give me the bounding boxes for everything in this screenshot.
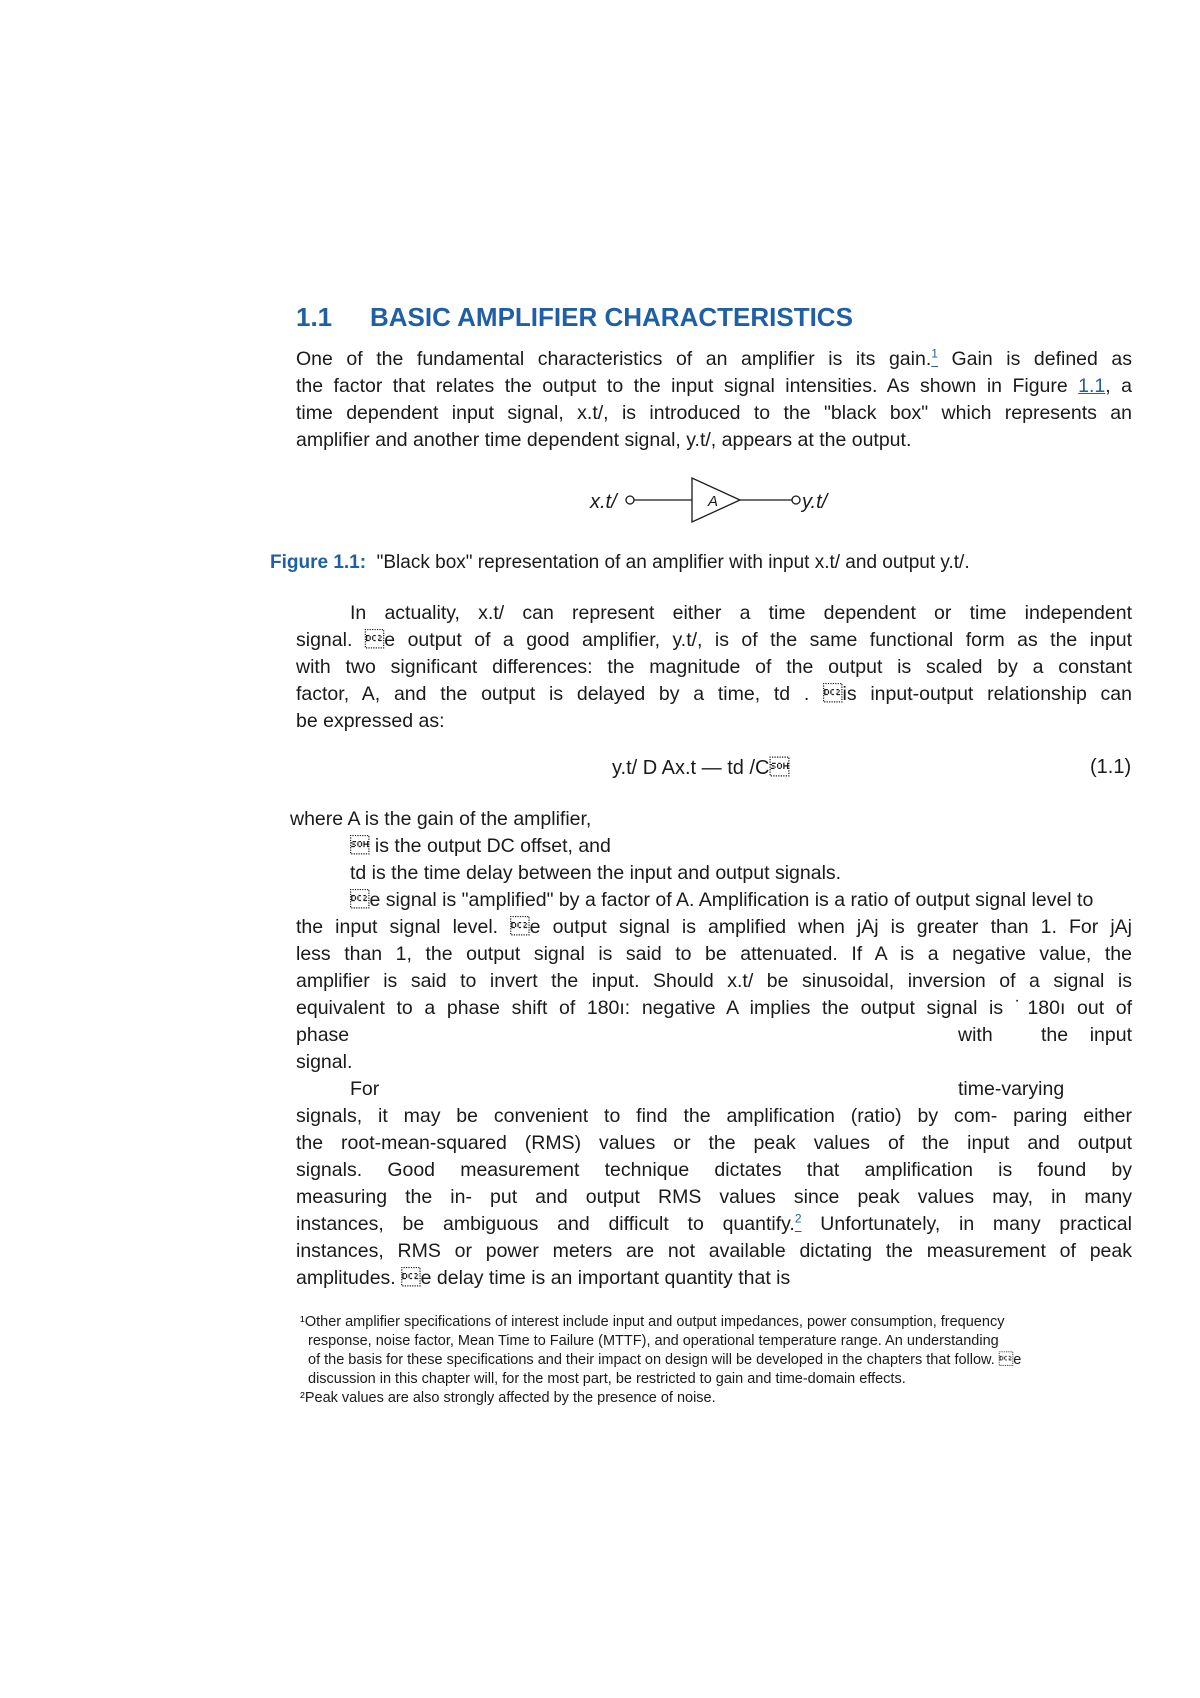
input-terminal-icon xyxy=(626,496,634,504)
footnote-line: response, noise factor, Mean Time to Failure (MTTF), and operational temperature range. An understanding xyxy=(308,1333,999,1349)
footnote-line: ¹Other amplifier specifications of interest include input and output impedances, power consumption, frequency xyxy=(300,1314,1005,1330)
section-number: 1.1 xyxy=(296,302,333,332)
section-heading xyxy=(296,302,853,333)
text-line: instances, be ambiguous and difficult to quantify.$^2$ Unfortunately, in many practical xyxy=(296,1211,1132,1235)
where-line: e signal is "amplified" by a factor of A. Amplification is a ratio of output signal level to xyxy=(350,889,1094,911)
text-line: the root-mean-squared (RMS) values or the peak values of the input and output xyxy=(296,1132,1132,1154)
text-line: less than 1, the output signal is said to be attenuated. If A is a negative value, the xyxy=(296,943,1132,965)
text-line: the factor that relates the output to the input signal intensities. As shown in Figure 1.1, a xyxy=(296,375,1132,397)
text-line: phase with the input xyxy=(296,1024,1132,1046)
text-line: measuring the in- put and output RMS values since peak values may, in many xyxy=(296,1186,1132,1208)
text-line: amplifier is said to invert the input. Should x.t/ be sinusoidal, inversion of a signal is xyxy=(296,970,1132,992)
intro-paragraph xyxy=(296,346,1132,454)
figure-caption xyxy=(270,552,970,574)
footnote-2: ²Peak values are also strongly affected by the presence of noise. xyxy=(300,1390,716,1406)
where-line:  is the output DC offset, and xyxy=(350,835,611,857)
text-line: signals, it may be convenient to find the amplification (ratio) by com- paring either xyxy=(296,1105,1132,1127)
text-line: For time-varying xyxy=(350,1078,1065,1100)
where-line: td is the time delay between the input and output signals. xyxy=(350,862,842,884)
caption-label: Figure 1.1: xyxy=(270,552,367,573)
footnote-line: of the basis for these specifications and their impact on design will be developed in the chapters that follow. e xyxy=(308,1352,1022,1368)
diagram-gain-label: A xyxy=(708,493,719,510)
diagram-output-label: y.t/ xyxy=(802,491,828,513)
output-terminal-icon xyxy=(792,496,800,504)
caption-text: "Black box" representation of an amplifier with input x.t/ and output y.t/. xyxy=(376,552,970,573)
text-line: signal. xyxy=(296,1051,353,1073)
amplifier-symbol xyxy=(580,476,840,536)
footnote-1 xyxy=(300,1313,1130,1408)
text-line: time dependent input signal, x.t/, is introduced to the "black box" which represents an xyxy=(296,402,1132,424)
text-line: the input signal level. e output signal is amplified when jAj is greater than 1. For jAj xyxy=(296,916,1132,938)
section-title: BASIC AMPLIFIER CHARACTERISTICS xyxy=(370,302,853,332)
text-line: equivalent to a phase shift of 180ı: negative A implies the output signal is ˙180ı out of xyxy=(296,997,1132,1019)
figure-ref-link[interactable]: 1.1 xyxy=(1078,375,1106,397)
text-line: be expressed as: xyxy=(296,710,445,732)
footnote-line: discussion in this chapter will, for the most part, be restricted to gain and time-domain effects. xyxy=(308,1371,906,1387)
text-line: amplifier and another time dependent signal, y.t/, appears at the output. xyxy=(296,429,912,451)
text-line: instances, RMS or power meters are not available dictating the measurement of peak xyxy=(296,1240,1132,1262)
diagram-input-label: x.t/ xyxy=(590,491,617,513)
actuality-paragraph xyxy=(296,600,1132,735)
footnote-ref-1-link[interactable]: 1 xyxy=(931,346,938,361)
where-line: where A is the gain of the amplifier, xyxy=(290,808,592,830)
text-line: amplitudes. e delay time is an important quantity that is xyxy=(296,1267,791,1289)
equation-number: (1.1) xyxy=(1090,756,1132,778)
amplifier-diagram xyxy=(580,476,840,541)
body-paragraph xyxy=(296,914,1132,1292)
text-line: signals. Good measurement technique dictates that amplification is found by xyxy=(296,1159,1132,1181)
text-line: with two significant differences: the magnitude of the output is scaled by a constant xyxy=(296,656,1132,678)
text-line: One of the fundamental characteristics of an amplifier is its gain.$^1$ Gain is defined as xyxy=(296,346,1133,370)
text-line: signal. e output of a good amplifier, y.t/, is of the same functional form as the input xyxy=(296,629,1132,651)
text-line: In actuality, x.t/ can represent either a time dependent or time independent xyxy=(350,602,1132,624)
footnote-ref-2-link[interactable]: 2 xyxy=(794,1211,802,1226)
equation: y.t/ D Ax.t — td /C xyxy=(612,757,790,779)
text-line: factor, A, and the output is delayed by a time, td . is input-output relationship can xyxy=(296,683,1132,705)
